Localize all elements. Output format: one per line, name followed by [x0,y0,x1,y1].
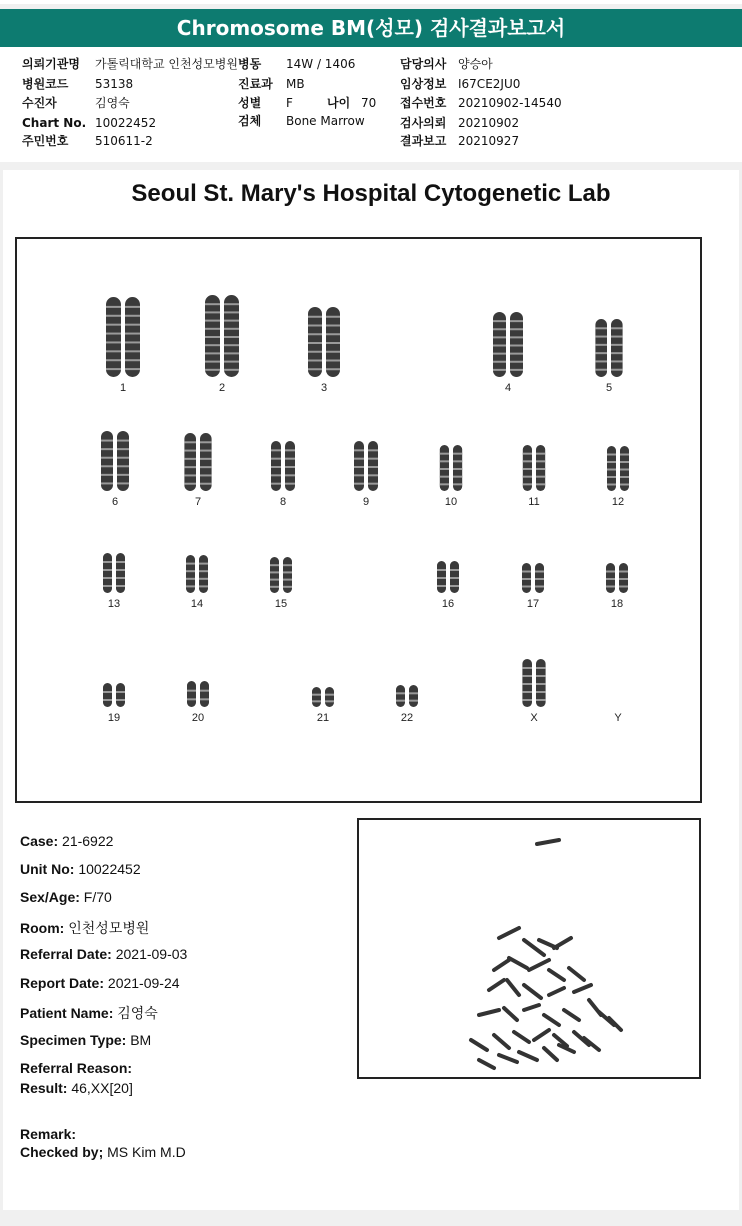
metaphase-chromosome [529,960,549,970]
report-date-value: 20210927 [458,134,520,148]
department-label: 진료과 [238,77,273,91]
chromosome-pair-18 [606,563,628,593]
ward-label: 병동 [238,57,262,71]
checked-by-label: Checked by; [20,1144,104,1160]
case-field-row [20,861,141,877]
patient-value: 김영숙 [95,96,130,110]
case-field-row [20,1003,158,1023]
chromosome-label-15: 15 [274,598,288,610]
metaphase-chromosome [499,928,519,938]
chromosome-label-4: 4 [504,382,512,394]
metaphase-chromosome [479,1060,494,1068]
clinical-info-label: 임상정보 [400,77,447,91]
metaphase-chromosome [514,1032,529,1042]
chromosome-pair-12 [607,446,629,491]
chromosome-pair-14 [186,555,208,593]
report-title-banner [0,9,742,47]
karyogram-image [15,237,702,803]
chromosome-label-13: 13 [107,598,121,610]
chromosome-pair-16 [437,561,459,593]
metaphase-chromosome [549,970,564,980]
chromosome-pair-4 [493,312,523,377]
chromosome-label-22: 22 [400,712,414,724]
chromosome-label-5: 5 [605,382,613,394]
metaphase-chromosome [494,1035,509,1048]
chromosome-pair-15 [270,557,292,593]
case-field-label: Referral Reason: [20,1060,133,1076]
case-field-row [20,946,187,962]
chromosome-label-11: 11 [528,496,540,508]
case-field-value: 46,XX[20] [67,1080,133,1096]
case-field-label: Specimen Type: [20,1032,127,1048]
metaphase-chromosome [509,958,527,968]
chromosome-pair-3 [308,307,340,377]
case-field-value: 2021-09-03 [111,946,188,962]
chromosome-label-20: 20 [191,712,205,724]
chromosome-label-9: 9 [362,496,370,508]
chromosome-pair-13 [103,553,125,593]
specimen-label: 검체 [238,114,262,128]
case-field-label: Sex/Age: [20,889,80,905]
specimen-value: Bone Marrow [286,114,365,128]
metaphase-image [357,818,701,1079]
karyogram-chromosomes [17,239,700,801]
clinical-info-value: I67CE2JU0 [458,77,521,91]
chart-no-label: Chart No. [22,116,87,130]
chromosome-label-16: 16 [441,598,455,610]
request-date-label: 검사의뢰 [400,116,447,130]
metaphase-chromosome [489,980,504,990]
request-date-value: 20210902 [458,116,520,130]
metaphase-chromosome [537,840,559,844]
metaphase-chromosome [544,1048,557,1060]
metaphase-chromosome [524,985,541,998]
metaphase-chromosome [471,1040,487,1050]
report-title: Chromosome BM(성모) 검사결과보고서 [176,16,566,40]
chromosome-pair-20 [187,681,209,707]
chromosome-label-12: 12 [611,496,625,508]
case-field-label: Room: [20,920,65,936]
age-value: 70 [361,96,377,110]
chromosome-label-8: 8 [279,496,287,508]
metaphase-chromosome [549,988,564,995]
hospital-code-label: 병원코드 [22,77,69,91]
chromosome-label-19: 19 [107,712,121,724]
chromosome-pair-17 [522,563,544,593]
metaphase-chromosome [554,938,571,948]
case-field-label: Case: [20,833,59,849]
metaphase-chromosome [519,1052,537,1060]
chromosome-label-6: 6 [111,496,119,508]
report-date-label: 결과보고 [400,134,447,148]
remark-row [20,1126,76,1142]
patient-info-panel [0,47,742,162]
lab-title: Seoul St. Mary's Hospital Cytogenetic Lab [131,180,611,207]
patient-label: 수진자 [22,96,57,110]
metaphase-chromosome [479,1010,499,1015]
checked-by-row [20,1144,186,1160]
receipt-no-label: 접수번호 [400,96,447,110]
chromosome-label-7: 7 [194,496,202,508]
case-field-value: F/70 [79,889,112,905]
chromosome-label-2: 2 [218,382,226,394]
physician-value: 양승아 [458,57,493,71]
chromosome-pair-21 [312,687,334,707]
case-field-value: 21-6922 [58,833,114,849]
metaphase-chromosome [544,1015,559,1025]
chromosome-pair-22 [396,685,418,707]
case-field-label: Result: [20,1080,68,1096]
metaphase-chromosome [534,1030,549,1040]
case-field-row [20,1060,132,1076]
chromosome-label-18: 18 [610,598,624,610]
case-field-row [20,1032,151,1048]
hospital-code-value: 53138 [95,77,134,91]
physician-label: 담당의사 [400,57,447,71]
age-label: 나이 [327,96,351,110]
case-field-label: Patient Name: [20,1005,114,1021]
case-field-value: 인천성모병원 [64,920,150,936]
chromosome-pair-8 [271,441,295,491]
ward-value: 14W / 1406 [286,57,356,71]
sex-value: F [286,96,293,110]
case-field-label: Unit No: [20,861,75,877]
metaphase-chromosome [569,968,584,980]
metaphase-chromosome [564,1010,579,1020]
chromosome-pair-19 [103,683,125,707]
case-field-value: 10022452 [74,861,141,877]
chromosome-pair-1 [106,297,140,377]
chromosome-label-3: 3 [320,382,328,394]
remark-label: Remark: [20,1126,77,1142]
case-field-value: 김영숙 [113,1005,158,1021]
receipt-no-value: 20210902-14540 [458,96,562,110]
case-field-row [20,918,149,938]
resident-no-value: 510611-2 [95,134,153,148]
chromosome-label-Y: Y [614,712,622,724]
hospital-value: 가톨릭대학교 인천성모병원 [95,57,238,71]
metaphase-chromosome [499,1055,517,1062]
metaphase-chromosome [574,985,591,992]
case-field-label: Referral Date: [20,946,112,962]
metaphase-chromosome [494,960,509,970]
checked-by-value: MS Kim M.D [103,1144,186,1160]
chromosome-pair-9 [354,441,378,491]
metaphase-spread [359,820,699,1077]
hospital-label: 의뢰기관명 [22,57,80,71]
chromosome-pair-5 [595,319,622,377]
metaphase-chromosome [507,980,519,995]
chromosome-label-X: X [530,712,538,724]
chromosome-pair-7 [184,433,211,491]
sex-label: 성별 [238,96,262,110]
chromosome-label-17: 17 [526,598,540,610]
case-field-value: 2021-09-24 [104,975,180,991]
case-field-row [20,833,113,849]
top-edge [0,0,742,4]
chromosome-label-14: 14 [190,598,204,610]
chromosome-pair-10 [440,445,462,491]
chromosome-label-1: 1 [119,382,127,394]
case-field-row [20,1080,133,1096]
chart-no-value: 10022452 [95,116,157,130]
metaphase-chromosome [504,1008,517,1020]
chromosome-pair-2 [205,295,239,377]
chromosome-pair-11 [523,445,545,491]
metaphase-chromosome [524,1005,539,1010]
case-field-label: Report Date: [20,975,105,991]
chromosome-pair-X [522,659,545,707]
resident-no-label: 주민번호 [22,134,69,148]
case-field-value: BM [126,1032,152,1048]
case-field-row [20,975,180,991]
chromosome-label-21: 21 [316,712,330,724]
chromosome-pair-6 [101,431,129,491]
case-field-row [20,889,112,905]
department-value: MB [286,77,305,91]
chromosome-label-10: 10 [444,496,458,508]
